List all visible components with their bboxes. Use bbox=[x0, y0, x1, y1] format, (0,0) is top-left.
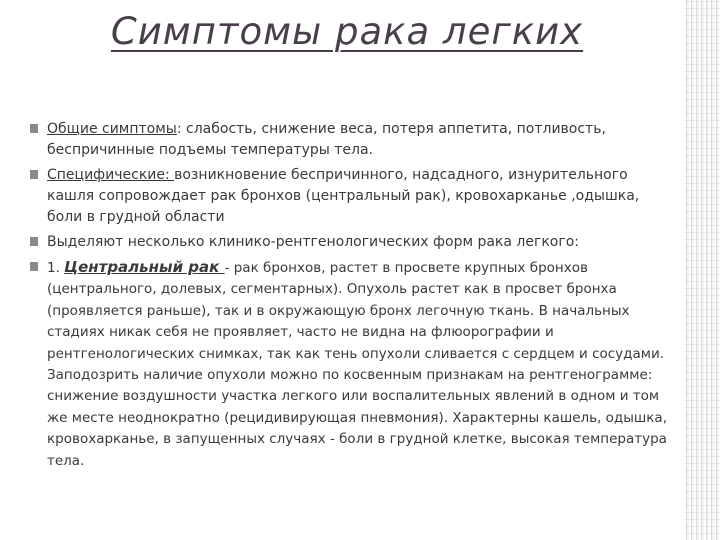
square-bullet-icon bbox=[30, 237, 38, 246]
list-item bbox=[30, 165, 668, 228]
item-number: 1. bbox=[47, 260, 65, 276]
bullet-list bbox=[30, 119, 668, 476]
item-lead: Общие симптомы bbox=[47, 121, 177, 137]
square-bullet-icon bbox=[30, 124, 38, 133]
item-text: - рак бронхов, растет в просвете крупных бронхов (центрального, долевых, сегментарных). Опухоль растет как в просвет бронха (проявляется раньше), так и в окружающую бронх легочную ткань. В начальных стадиях никак себя не проявляет, часто не видна на флюорографии и рентгенологических снимках, так как тень опухоли сливается с сердцем и сосудами. Заподозрить наличие опухоли можно по косвенным признакам на рентгенограмме: снижение воздушности участка легкого или воспалительных явлений в одном и том же месте неоднократно (рецидивирующая пневмония). Характерны кашель, одышка, кровохарканье, в запущенных случаях - боли в грудной клетке, высокая температура тела. bbox=[47, 260, 667, 469]
item-lead: Специфические: bbox=[47, 167, 175, 183]
square-bullet-icon bbox=[30, 262, 38, 271]
page-title: Симптомы рака легких bbox=[110, 10, 584, 53]
item-text: возникновение беспричинного, надсадного, изнурительного кашля сопровождает рак бронхов (центральный рак), кровохарканье ,одышка, боли в грудной области bbox=[47, 167, 640, 225]
decorative-side-strip bbox=[684, 0, 720, 540]
list-item bbox=[30, 257, 668, 472]
item-lead: Центральный рак bbox=[64, 258, 225, 276]
item-text: : слабость, снижение веса, потеря аппетита, потливость, беспричинные подъемы температуры тела. bbox=[47, 121, 606, 158]
square-bullet-icon bbox=[30, 170, 38, 179]
list-item bbox=[30, 119, 668, 161]
list-item bbox=[30, 232, 668, 253]
item-text: Выделяют несколько клинико-рентгенологических форм рака легкого: bbox=[47, 234, 579, 250]
